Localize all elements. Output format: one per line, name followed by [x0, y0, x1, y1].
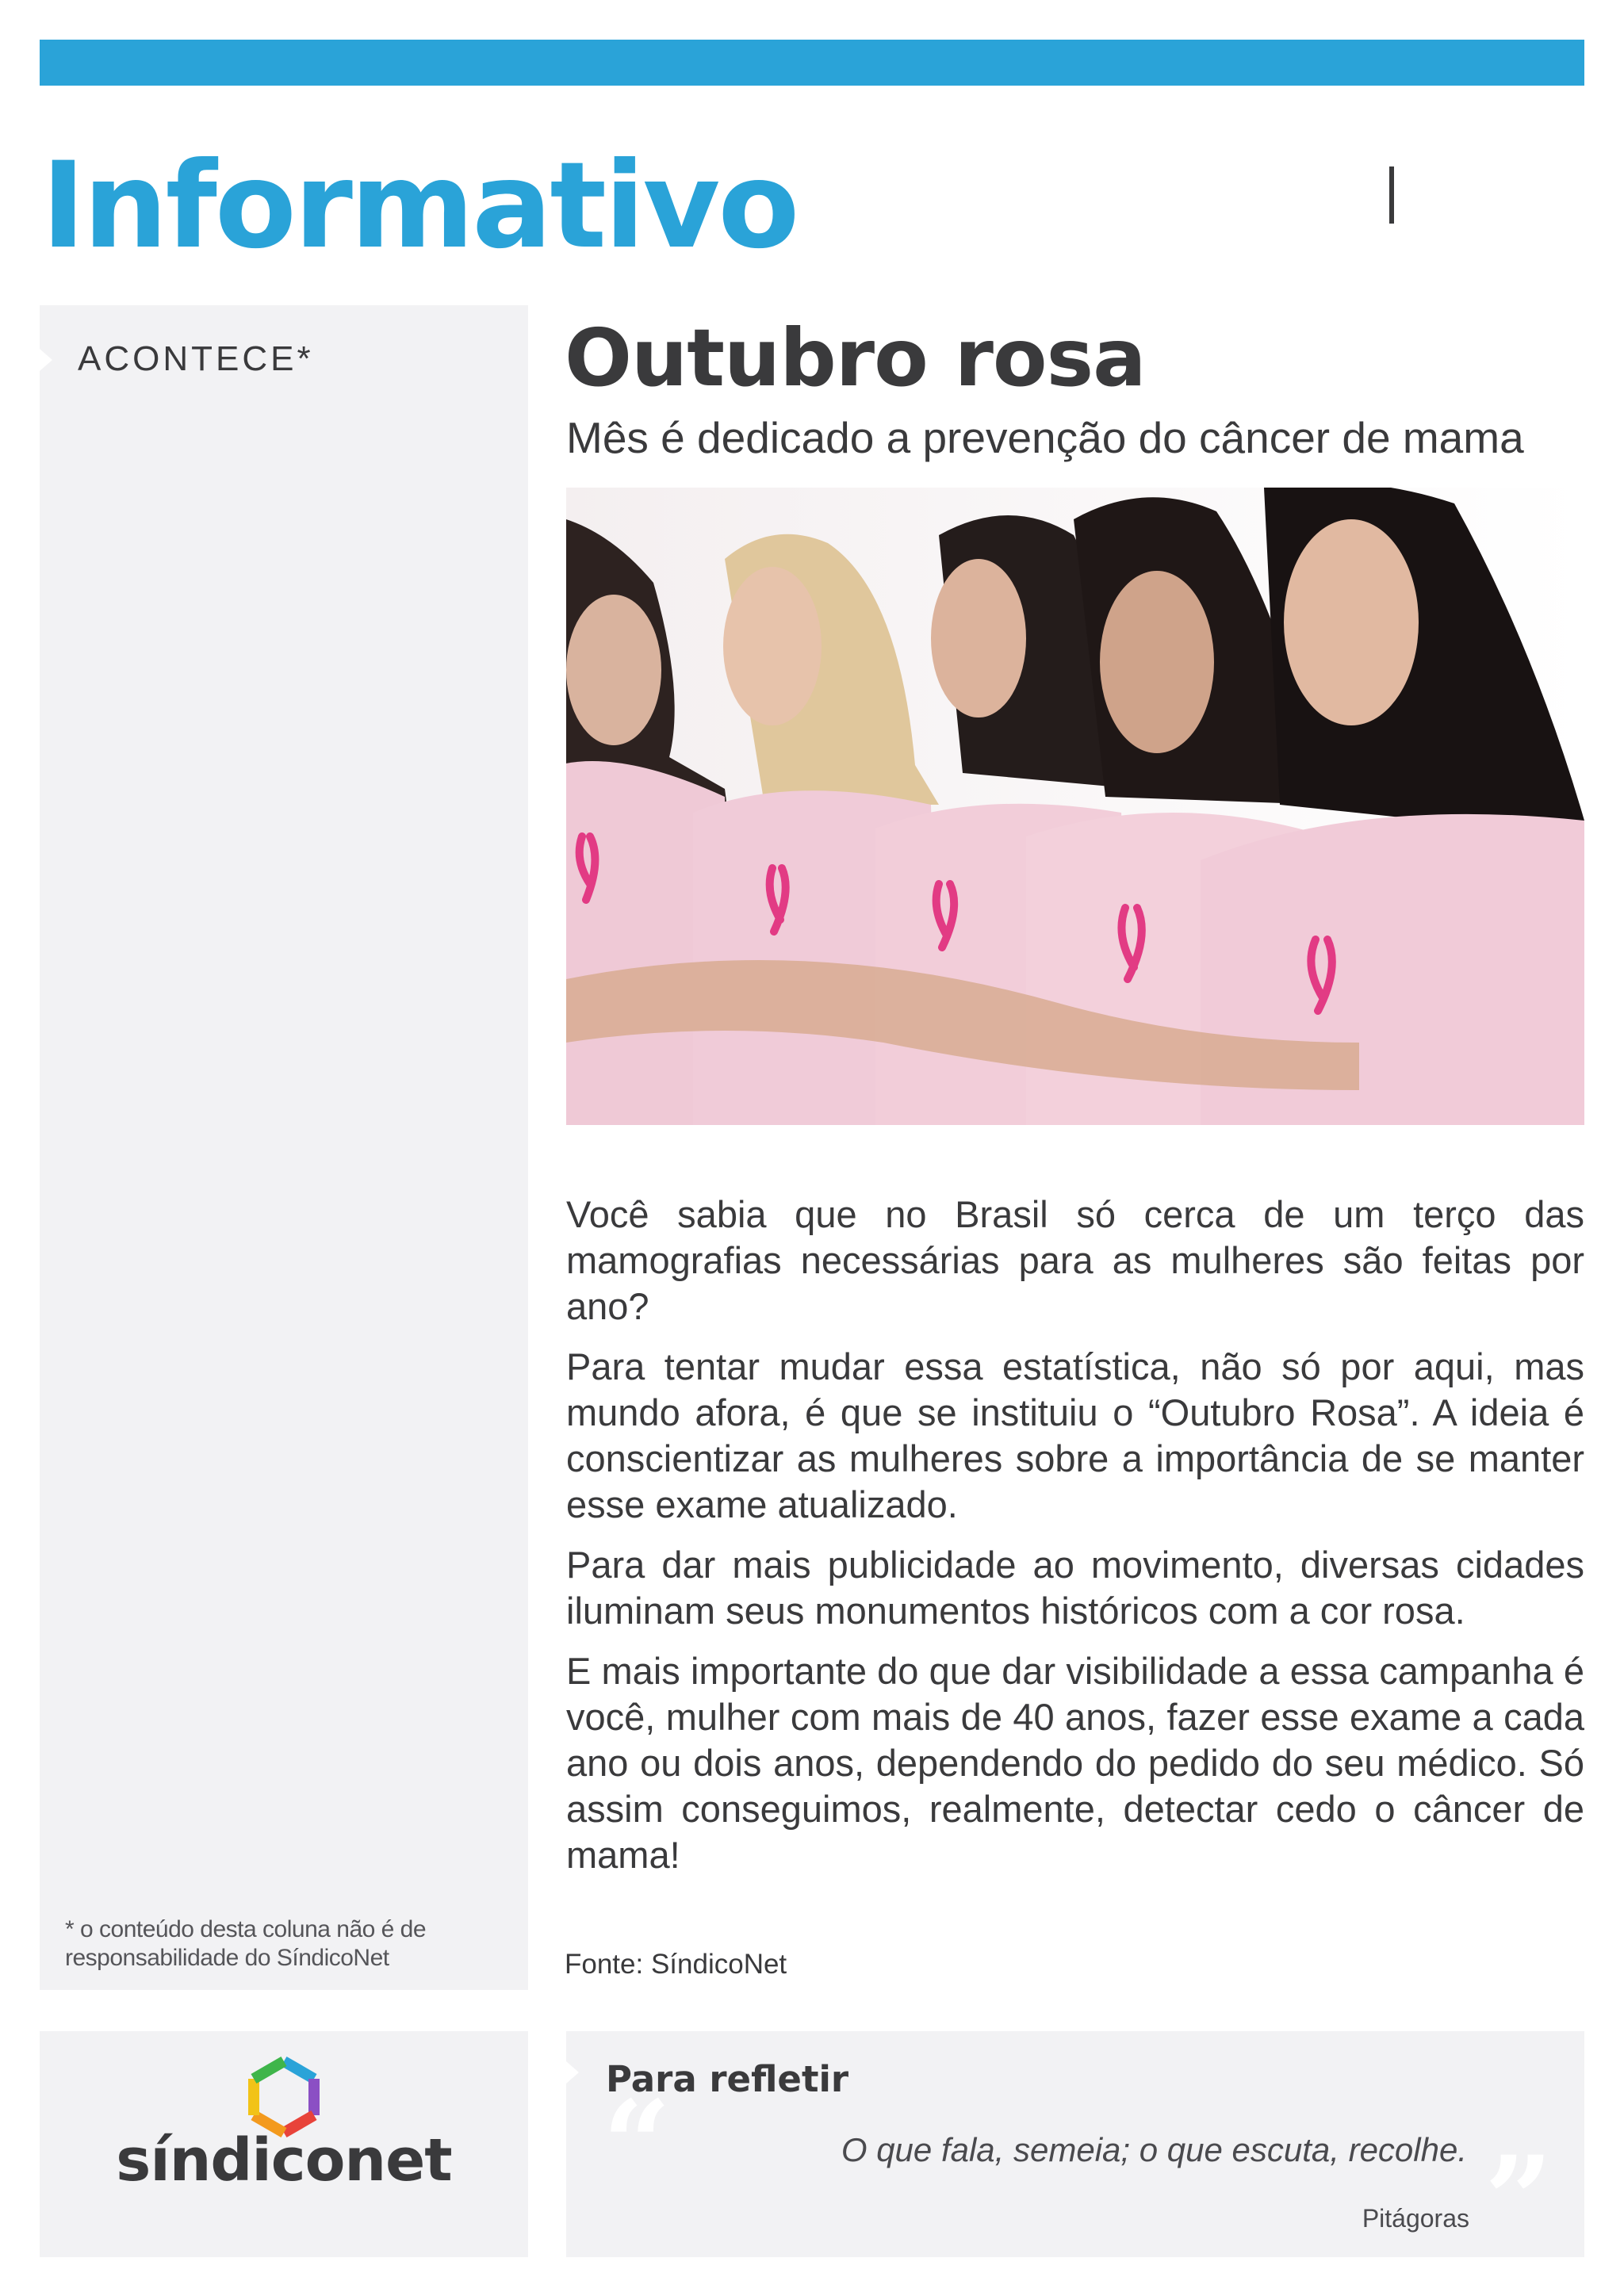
sidebar-panel — [40, 305, 528, 1990]
sidebar-pointer-icon — [40, 349, 52, 371]
page-title: Informativo — [41, 137, 798, 275]
quote-text: O que fala, semeia; o que escuta, recolhe. — [841, 2131, 1467, 2168]
source-credit: Fonte: SíndicoNet — [565, 1949, 787, 1980]
header-divider-mark — [1389, 166, 1394, 224]
quote-author: Pitágoras — [1362, 2204, 1469, 2233]
close-quote-icon: ” — [1484, 2130, 1553, 2270]
reflect-pointer-icon — [566, 2061, 579, 2084]
article-title: Outubro rosa — [565, 312, 1146, 404]
open-quote-icon: “ — [603, 2075, 672, 2214]
logo-wordmark: síndiconet — [116, 2126, 452, 2195]
article-paragraph: E mais importante do que dar visibilidade a essa campanha é você, mulher com mais de 40 anos, fazer esse exame a cada ano ou dois anos, dependendo do pedido do seu médico. Só assim conseguimos, realmente, detectar cedo o câncer de mama! — [566, 1650, 1584, 1876]
article-body — [566, 1192, 1584, 1892]
footnote-line: * o conteúdo desta coluna não é de — [65, 1916, 427, 1942]
article-paragraph: Para dar mais publicidade ao movimento, diversas cidades iluminam seus monumentos históricos com a cor rosa. — [566, 1544, 1584, 1632]
article-subtitle: Mês é dedicado a prevenção do câncer de mama — [566, 413, 1524, 462]
women-pink-ribbon-photo — [566, 488, 1584, 1125]
sidebar-heading: ACONTECE* — [78, 339, 314, 378]
article-paragraph: Para tentar mudar essa estatística, não só por aqui, mas mundo afora, é que se instituiu o “Outubro Rosa”. A ideia é conscientizar as mulheres sobre a importância de se manter esse exame atualizado. — [566, 1345, 1584, 1525]
article-paragraph: Você sabia que no Brasil só cerca de um terço das mamografias necessárias para as mulheres são feitas por ano? — [566, 1193, 1584, 1327]
top-accent-bar — [40, 40, 1584, 86]
sidebar-footnote — [65, 1915, 477, 1973]
footnote-line: responsabilidade do SíndicoNet — [65, 1945, 389, 1971]
reflect-heading: Para refletir — [606, 2058, 849, 2100]
